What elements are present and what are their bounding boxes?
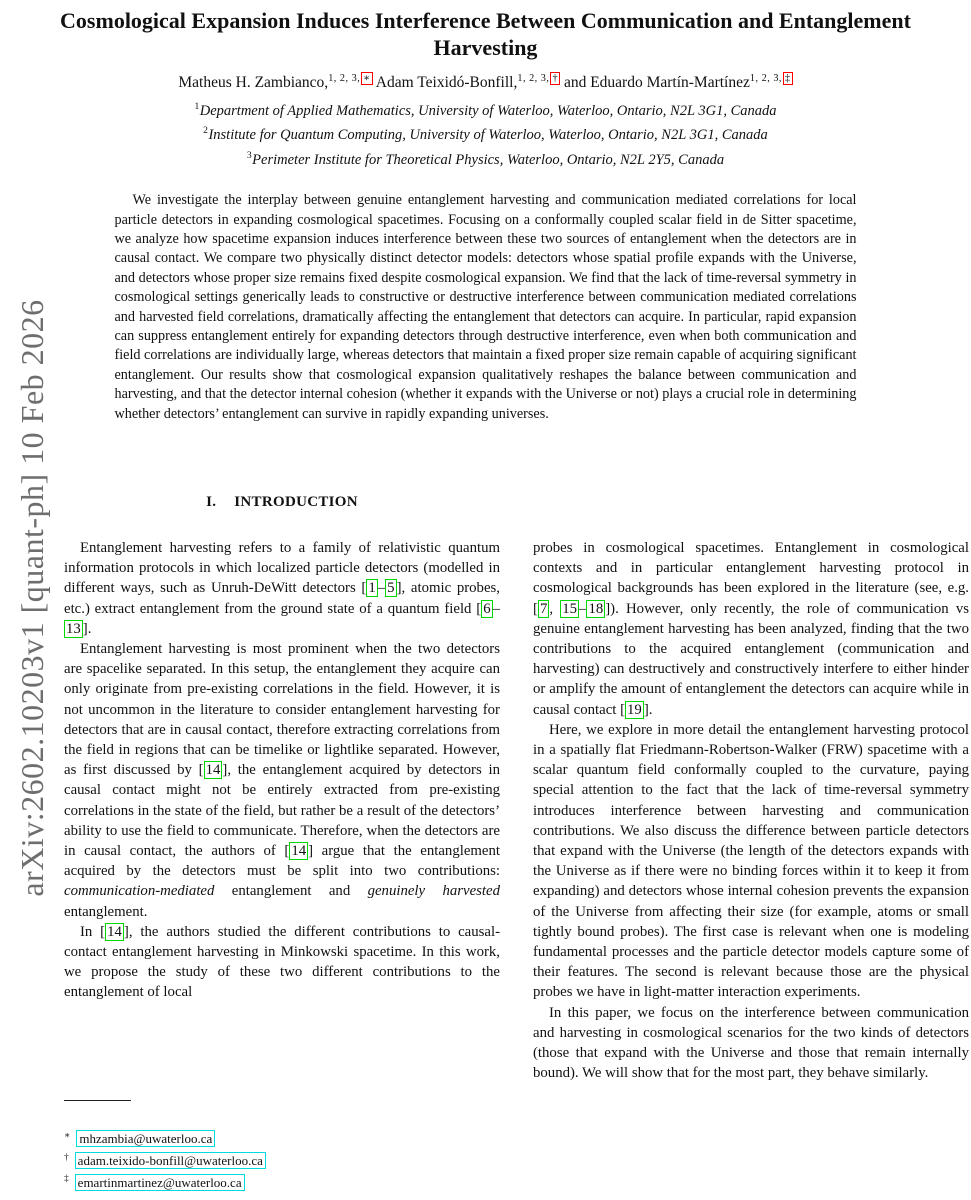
paragraph: Entanglement harvesting refers to a family of relativistic quantum information protocols in which localized particle detectors (modelled in different ways, such as Unruh-DeWitt detectors [ 1 – 5 ], atomic probes, etc.) extract entanglement from the ground state of a quantum field [ 6 –13 ]. bbox=[64, 540, 500, 637]
footnotes bbox=[64, 1100, 500, 1192]
citation-link[interactable]: 6 bbox=[483, 600, 491, 617]
left-column-paragraphs bbox=[64, 538, 500, 1003]
footnote-symbol: † bbox=[64, 1152, 69, 1163]
paragraph: Entanglement harvesting is most prominent when the two detectors are spacelike separated. In this setup, the entanglement they acquire can only originate from pre-existing correlations in the field. However, it is not uncommon in the literature to consider entanglement harvesting for detectors that are in causal contact, therefore extracting correlations from the field in regions that can be timelike or lightlike separated. However, as first discussed by [ 14 ], the entanglement acquired by detectors in causal contact might not be entirely extracted from pre-existing correlations in the state of the field, but rather be a result of the detectors’ ability to use the field to communicate. Therefore, when the detectors are in causal contact, the authors of [ 14 ] argue that the entanglement acquired by the detectors must be split into two contributions: communication-mediated entanglement and genuinely harvested entanglement. bbox=[64, 641, 501, 920]
superscript: 1, 2, 3, bbox=[749, 73, 782, 84]
abstract: We investigate the interplay between genuine entanglement harvesting and communication mediated correlations for local particle detectors in expanding cosmological spacetimes. Focusing on a conformally coupled scalar field in de Sitter spacetime, we analyze how spacetime expansion induces interference between these two sources of entanglement when the detectors are in causal contact. We compare two physically distinct detector models: detectors whose spatial profile expands with the Universe, and detectors whose proper size remains fixed despite cosmological expansion. We find that the lack of time-reversal symmetry in cosmological settings generically leads to constructive or destructive interference between communication mediated correlations and harvested field correlations, dramatically affecting the entanglement that detectors can acquire. In particular, rapid expansion can suppress entanglement entirely for expanding detectors through destructive interference, even when both communication and field correlations are individually large, whereas detectors that maintain a fixed proper size remain capable of acquiring significant entanglement. Our results show that cosmological expansion qualitatively reshapes the balance between communication and harvesting, and that the detector internal cohesion (whether it expands with the Universe or not) plays a crucial role in determining whether detectors’ entanglement can survive in rapidly expanding universes. bbox=[114, 192, 857, 422]
superscript: 3 bbox=[246, 149, 253, 161]
citation-link[interactable]: 14 bbox=[205, 762, 221, 779]
affiliations bbox=[0, 97, 971, 170]
affiliation: $^1$Department of Applied Mathematics, University of Waterloo, Waterloo, Ontario, N2L 3G1, Canada bbox=[194, 101, 777, 119]
superscript: 2 bbox=[203, 125, 209, 137]
paragraph: In [ 14 ], the authors studied the different contributions to causal-contact entanglement harvesting in Minkowski spacetime. In this work, we propose the study of these two different contributions to the entanglement of local bbox=[64, 923, 500, 1001]
superscript: 1 bbox=[194, 101, 200, 113]
footnote-symbol: ∗ bbox=[64, 1131, 71, 1141]
citation-link[interactable]: 15 bbox=[562, 600, 578, 617]
two-column-body bbox=[64, 493, 969, 1083]
footnote-rule bbox=[64, 1100, 131, 1101]
affiliation: $^3$Perimeter Institute for Theoretical Physics, Waterloo, Ontario, N2L 2Y5, Canada bbox=[246, 149, 725, 168]
arxiv-stamp: arXiv:2602.10203v1 [quant-ph] 10 Feb 2026 bbox=[14, 299, 50, 897]
italic-text: communication-mediated bbox=[64, 883, 215, 900]
citation-link[interactable]: 14 bbox=[291, 843, 307, 860]
superscript: 1, 2, 3, bbox=[517, 73, 550, 84]
right-column-paragraphs bbox=[533, 538, 969, 1083]
section-title: INTRODUCTION bbox=[234, 494, 358, 510]
citation-link[interactable]: 7 bbox=[539, 600, 548, 617]
citation-link[interactable]: 1 bbox=[368, 580, 376, 597]
footnote-marker-link[interactable]: † bbox=[552, 73, 559, 84]
italic-text: genuinely harvested bbox=[367, 883, 501, 900]
footnote-marker-link[interactable]: ∗ bbox=[363, 73, 371, 84]
paragraph: In this paper, we focus on the interference between communication and harvesting in cosmological scenarios for the two kinds of detectors (those that expand with the Universe and those that remain internally bound). We will show that for the most part, they behave similarly. bbox=[533, 1004, 969, 1082]
paper-title: Cosmological Expansion Induces Interference Between Communication and Entanglement Harvesting bbox=[60, 8, 911, 60]
footnote-text bbox=[75, 1152, 266, 1169]
superscript: 1, 2, 3, bbox=[328, 73, 361, 84]
footnote bbox=[64, 1170, 500, 1192]
citation-link[interactable]: 13 bbox=[66, 620, 81, 637]
email-link[interactable]: emartinmartinez@uwaterloo.ca bbox=[75, 1174, 245, 1191]
paper-header bbox=[0, 0, 971, 424]
section-heading-introduction bbox=[64, 493, 500, 512]
author-line: Matheus H. Zambianco,$^{1, 2, 3,}$ ∗ Adam Teixidó-Bonfill,$^{1, 2, 3,}$ † and Eduardo Martín-Martínez$^{1, 2, 3,}$ ‡ bbox=[178, 73, 791, 92]
footnote bbox=[64, 1127, 500, 1149]
left-column bbox=[64, 493, 500, 1003]
footnote bbox=[64, 1149, 500, 1171]
citation-link[interactable]: 14 bbox=[107, 923, 122, 940]
section-number: I. bbox=[206, 494, 217, 510]
paragraph: Here, we explore in more detail the entanglement harvesting protocol in a spatially flat Friedmann-Robertson-Walker (FRW) spacetime with a scalar quantum field conformally coupled to the curvature, paying special attention to the fact that the lack of time-reversal symmetry introduces interference between harvesting and communication contributions. We also discuss the difference between particle detectors that expand with the Universe (the length of the detectors expands with the Universe as if there were no binding forces within it to keep it from expanding) and detectors whose internal cohesion prevents the expansion of the Universe from affecting their size (for example, atoms or small tightly bound probes). The first case is relevant when one is modeling fundamental processes and the particle detector models capture some of their features. The second is relevant because those are the physical probes we have in light-matter interaction experiments. bbox=[533, 721, 969, 1001]
affiliation: $^2$Institute for Quantum Computing, University of Waterloo, Waterloo, Ontario, N2L 3G1, Canada bbox=[203, 125, 768, 144]
citation-link[interactable]: 19 bbox=[627, 701, 642, 718]
footnote-symbol: ‡ bbox=[64, 1174, 69, 1185]
footnote-list bbox=[64, 1127, 500, 1192]
footnote-text bbox=[75, 1174, 245, 1191]
email-link[interactable]: mhzambia@uwaterloo.ca bbox=[76, 1130, 215, 1147]
footnote-text bbox=[76, 1130, 215, 1147]
paragraph: probes in cosmological spacetimes. Entanglement in cosmological contexts and in particular entanglement harvesting protocol in cosmological backgrounds has been explored in the literature (see, e.g. [ 7 , 15 – 18 ]). However, only recently, the role of communication vs genuine entanglement harvesting has been analyzed, finding that the two contributions to the acquired entanglement (communication and harvesting) can destructively and constructively interfere to either hinder or amplify the amount of entanglement the detectors can acquire while in causal contact [ 19 ]. bbox=[533, 540, 969, 718]
citation-link[interactable]: 5 bbox=[387, 580, 395, 597]
right-column bbox=[533, 493, 969, 1083]
footnote-marker-link[interactable]: ‡ bbox=[784, 73, 791, 84]
email-link[interactable]: adam.teixido-bonfill@uwaterloo.ca bbox=[75, 1152, 266, 1169]
citation-link[interactable]: 18 bbox=[588, 600, 604, 617]
